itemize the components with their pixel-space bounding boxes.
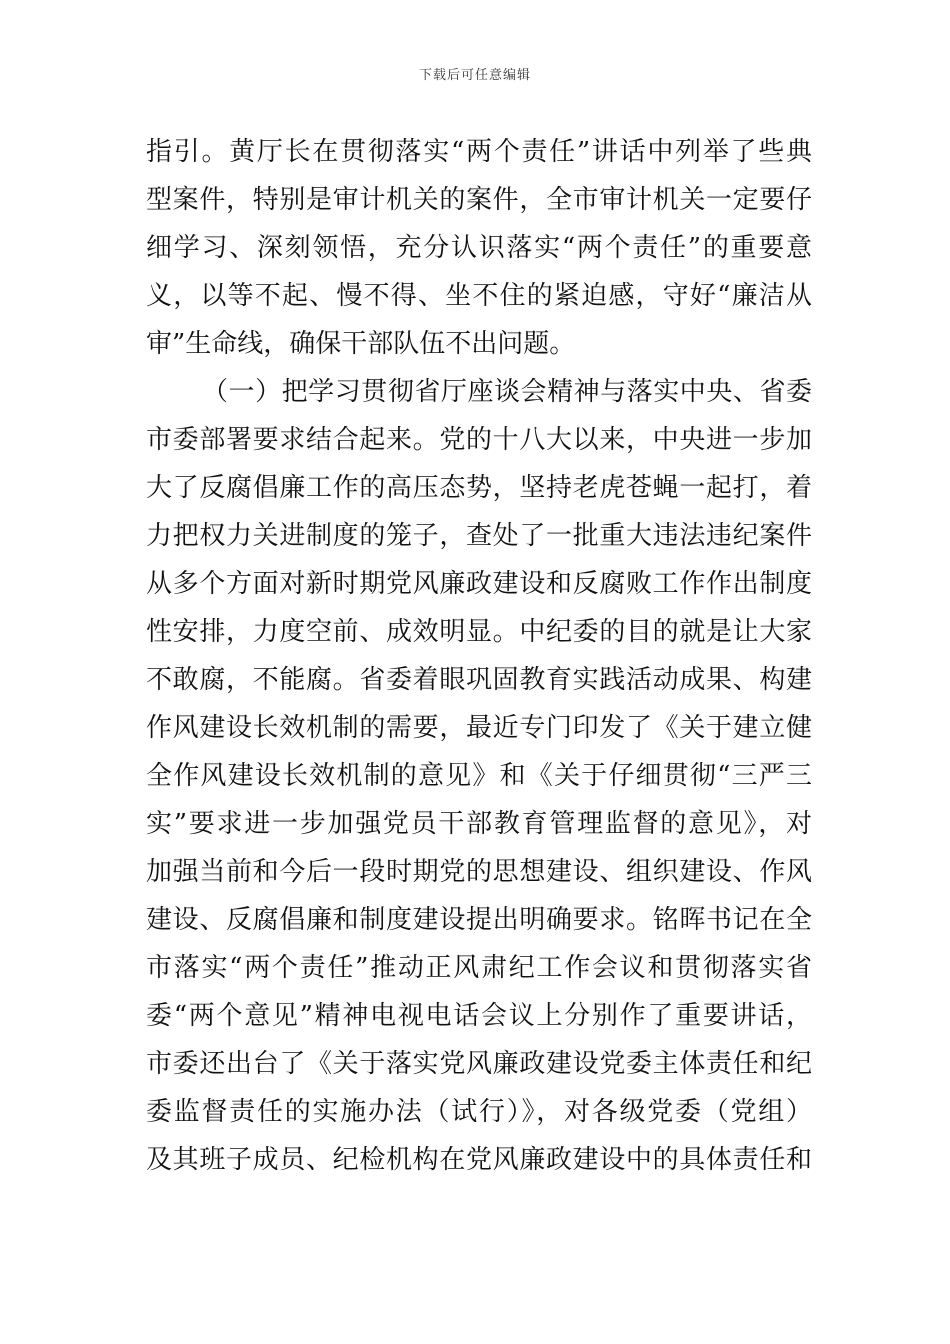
text-line: 委“两个意见”精神电视电话会议上分别作了重要讲话，: [146, 1001, 812, 1031]
text-line: 市委部署要求结合起来。党的十八大以来，中央进一步加: [146, 425, 812, 455]
text-line: 审”生命线，确保干部队伍不出问题。: [146, 329, 576, 359]
text-line: 力把权力关进制度的笼子，查处了一批重大违法违纪案件: [146, 521, 812, 551]
text-line: 大了反腐倡廉工作的高压态势，坚持老虎苍蝇一起打，着: [146, 473, 812, 503]
text-line: 义，以等不起、慢不得、坐不住的紧迫感，守好“廉洁从: [146, 281, 812, 311]
text-line: 委监督责任的实施办法（试行）》，对各级党委（党组）: [146, 1097, 812, 1127]
text-line: 实”要求进一步加强党员干部教育管理监督的意见》，对: [146, 809, 812, 839]
text-line: 细学习、深刻领悟，充分认识落实“两个责任”的重要意: [146, 233, 812, 263]
text-line: 市落实“两个责任”推动正风肃纪工作会议和贯彻落实省: [146, 953, 812, 983]
text-line: 建设、反腐倡廉和制度建设提出明确要求。铭晖书记在全: [146, 905, 812, 935]
document-body: [146, 128, 812, 1184]
text-line: 及其班子成员、纪检机构在党风廉政建设中的具体责任和: [146, 1145, 812, 1175]
text-line: 作风建设长效机制的需要，最近专门印发了《关于建立健: [146, 713, 812, 743]
text-line: 全作风建设长效机制的意见》和《关于仔细贯彻“三严三: [146, 761, 812, 791]
paragraph-2: [146, 368, 812, 1184]
text-line: （一）把学习贯彻省厅座谈会精神与落实中央、省委: [202, 377, 812, 407]
paragraph-1: [146, 128, 812, 368]
text-line: 市委还出台了《关于落实党风廉政建设党委主体责任和纪: [146, 1049, 812, 1079]
page-header: 下载后可任意编辑: [418, 68, 531, 83]
text-line: 不敢腐，不能腐。省委着眼巩固教育实践活动成果、构建: [146, 665, 812, 695]
text-line: 性安排，力度空前、成效明显。中纪委的目的就是让大家: [146, 617, 812, 647]
text-line: 指引。黄厅长在贯彻落实“两个责任”讲话中列举了些典: [146, 137, 812, 167]
text-line: 从多个方面对新时期党风廉政建设和反腐败工作作出制度: [146, 569, 812, 599]
text-line: 加强当前和今后一段时期党的思想建设、组织建设、作风: [146, 857, 812, 887]
text-line: 型案件，特别是审计机关的案件，全市审计机关一定要仔: [146, 185, 812, 215]
